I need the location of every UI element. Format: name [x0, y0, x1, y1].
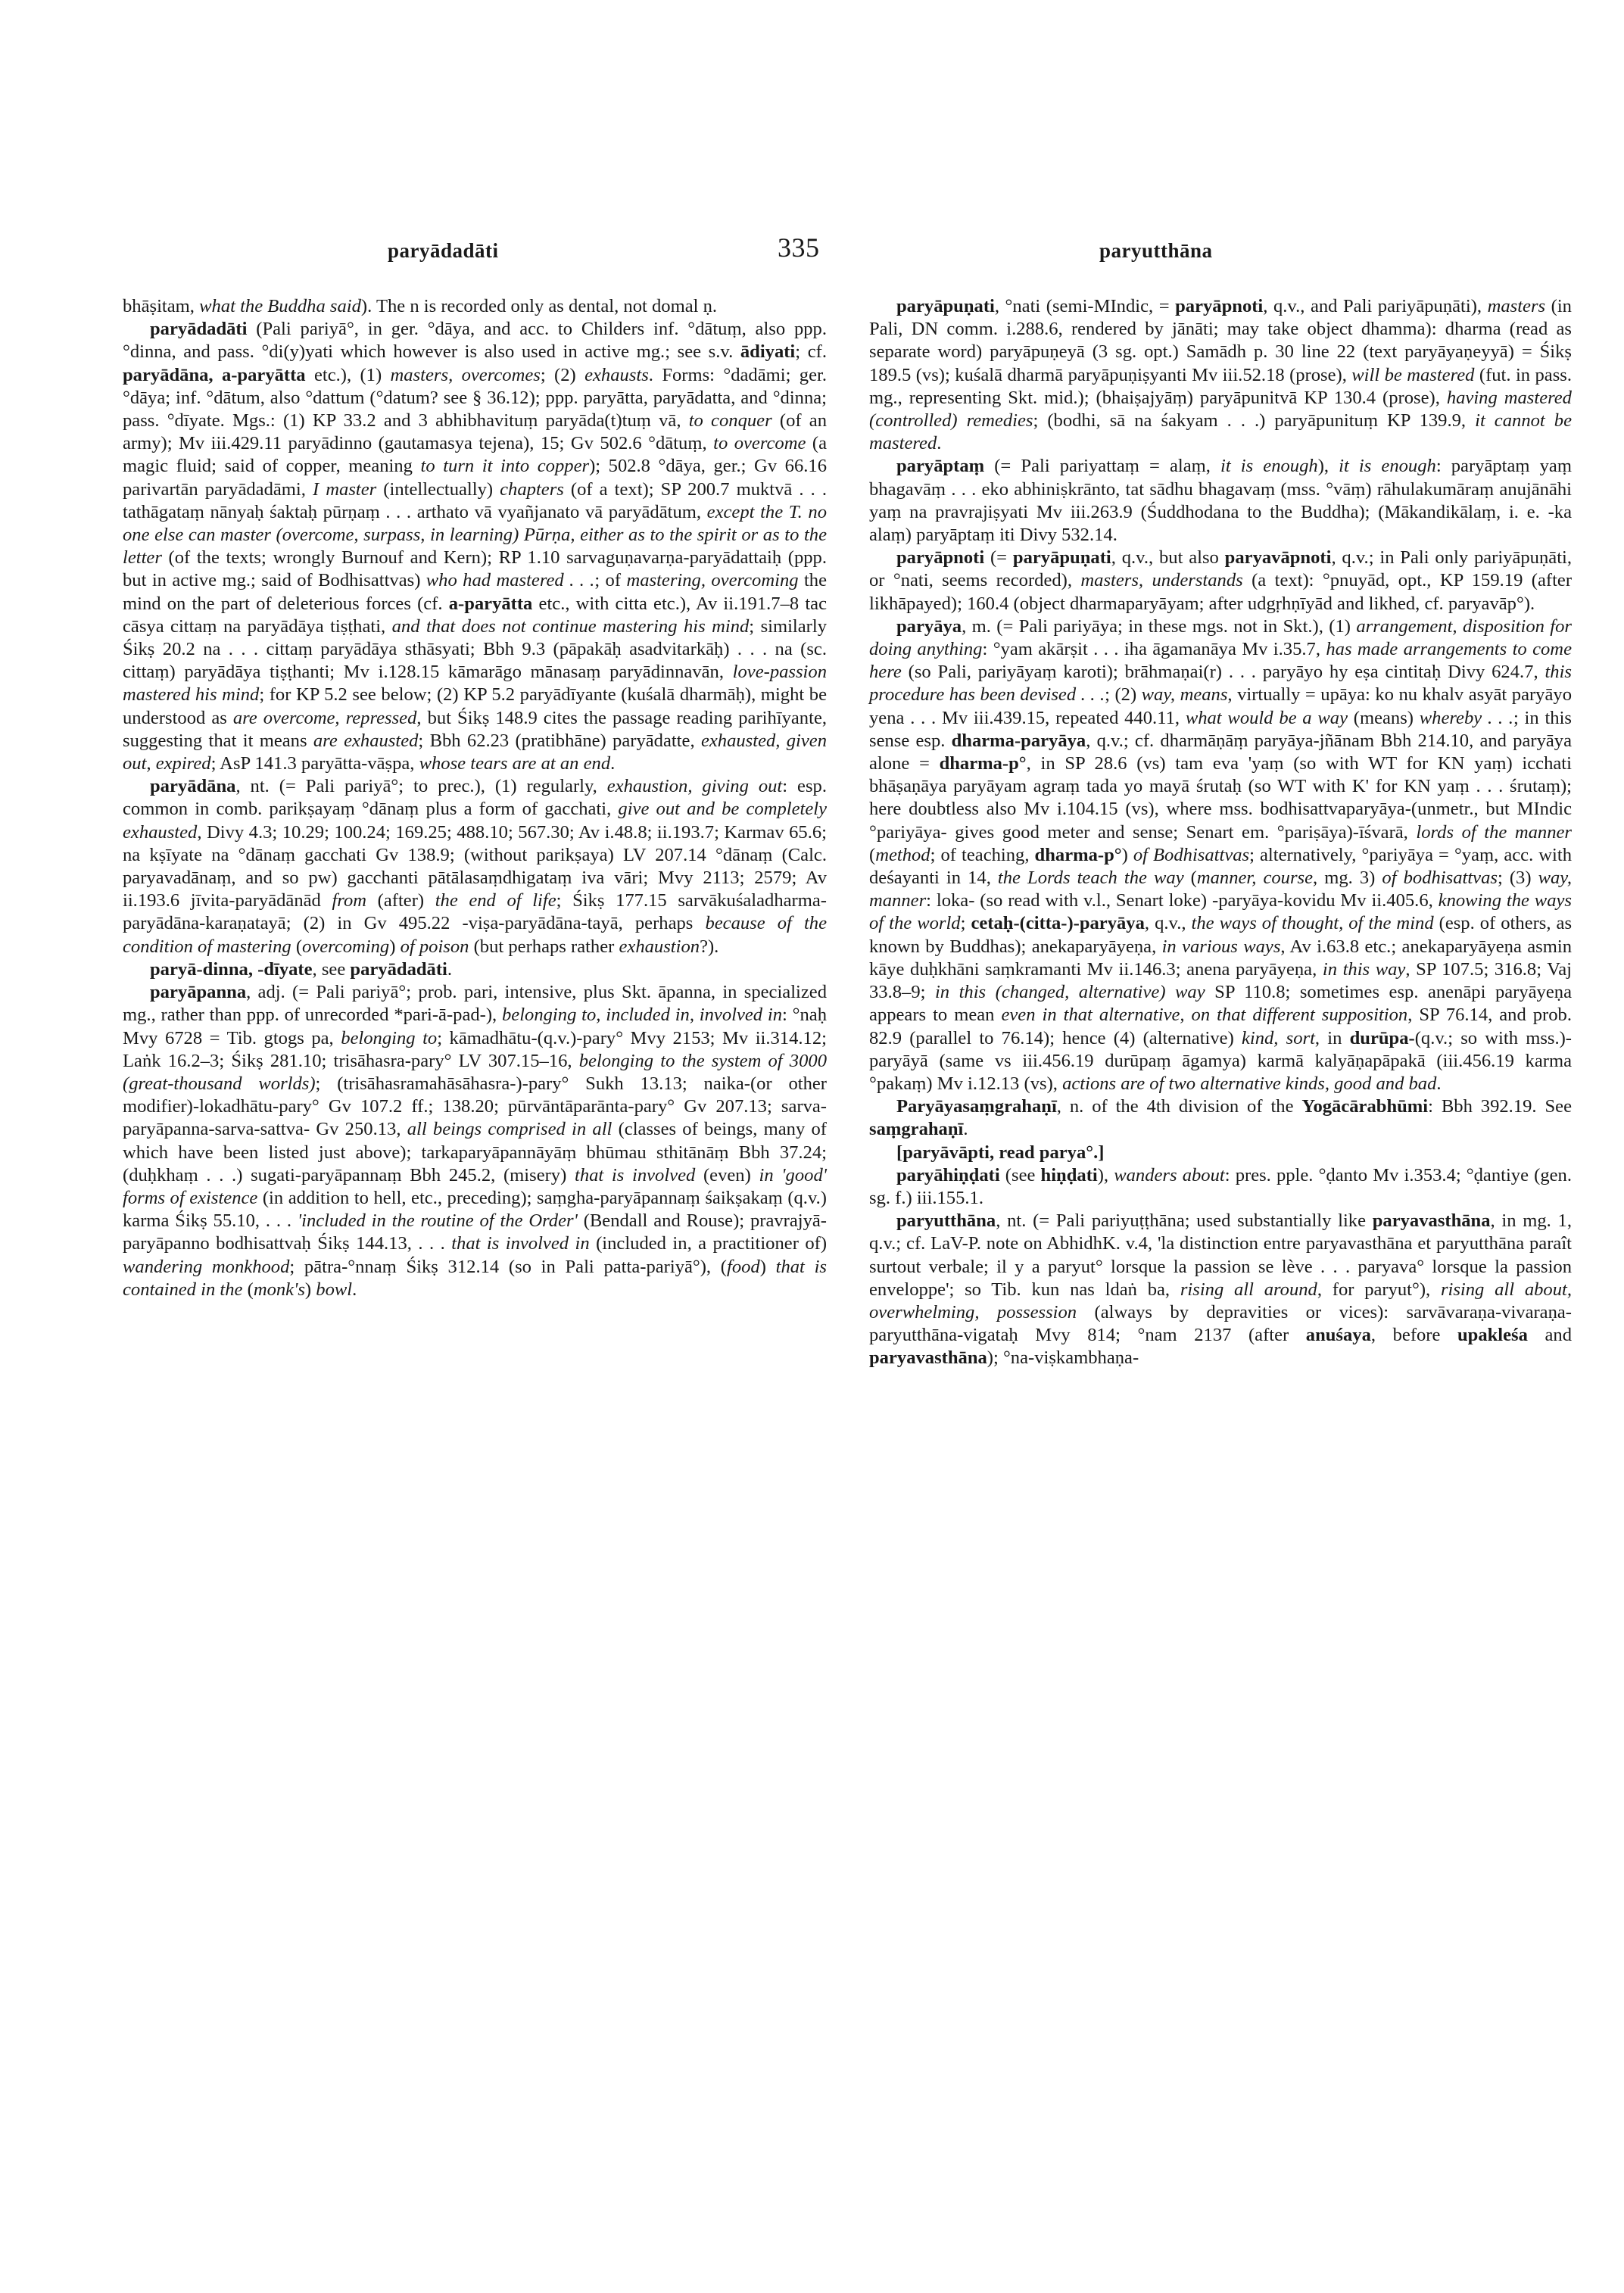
entry-text: ; (2)	[540, 364, 585, 385]
entry-gloss: bowl	[316, 1279, 353, 1300]
entry-gloss: all beings comprised in all	[407, 1119, 613, 1140]
entry-gloss: are exhausted	[313, 730, 419, 751]
entry-text: : Bbh 392.19. See	[1428, 1096, 1572, 1117]
entry-headword: cetaḥ-(citta-)-paryāya	[971, 913, 1145, 934]
dictionary-entry	[869, 547, 1572, 615]
entry-text: , q.v., but also	[1111, 547, 1225, 569]
entry-gloss: love-passion mastered his mind	[123, 662, 827, 706]
entry-gloss: having mastered (controlled) remedies	[869, 387, 1572, 431]
dictionary-entry	[869, 1210, 1572, 1369]
entry-gloss: way, means	[1141, 684, 1228, 706]
entry-text: .	[937, 433, 942, 454]
entry-text: , q.v., and Pali pariyāpuṇāti),	[1263, 296, 1488, 316]
entry-text: , see	[312, 958, 351, 980]
dictionary-entry	[123, 981, 827, 1301]
entry-text: ; Śikṣ 177.15 sarvākuśaladharma-paryādāna-karaṇatayā; (2) in Gv 495.22 -viṣa-paryādāna-tayā, perhaps	[123, 890, 827, 934]
entry-gloss: that is involved	[574, 1164, 696, 1185]
entry-text: the mind on the part of deleterious forces (cf.	[123, 570, 827, 614]
entry-text: (Bendall and Rouse); pravrajyā-paryāpanno bodhisattvaḥ Śikṣ 144.13, . . .	[123, 1210, 828, 1254]
entry-gloss: it is enough	[1339, 456, 1436, 477]
entry-text: (classes of beings, many of which have been listed just above); tarkaparyāpannāyāṃ bhūmau sthitānāṃ Bbh 37.24; (duḥkhaṃ . . .) sugati-paryāpannaṃ Bbh 245.2, (misery)	[123, 1119, 827, 1185]
entry-text: (but perhaps rather	[469, 936, 619, 957]
entry-text: (in addition to hell, etc., preceding); saṃgha-paryāpannaṃ śaikṣakaṃ (q.v.) karma Śikṣ 55.10, . . .	[123, 1187, 827, 1232]
entry-text: .	[1436, 1073, 1442, 1094]
entry-headword: dharma-p°	[1034, 844, 1122, 865]
entry-text: : pres. pple. °ḍanto Mv i.353.4; °ḍantiye (gen. sg. f.) iii.155.1.	[869, 1164, 1572, 1208]
entry-text: : loka- (so read with v.l., Senart loke) -paryāya-kovidu Mv ii.405.6,	[926, 890, 1439, 911]
entry-text: , SP 107.5; 316.8; Vaj 33.8–9;	[869, 958, 1573, 1003]
entry-headword: paryādadāti	[150, 319, 248, 340]
entry-gloss: kind, sort	[1241, 1027, 1315, 1048]
entry-gloss: method	[875, 844, 930, 865]
entry-headword: paryāpanna	[150, 982, 247, 1003]
entry-text: (of the texts; wrongly Burnouf and Kern); RP 1.10 sarvaguṇavarṇa-paryādattaiḥ (ppp. but in active mg.; said of Bodhisattvas)	[123, 547, 827, 591]
entry-headword: Yogācārabhūmi	[1301, 1096, 1429, 1117]
entry-text: (of an army); Mv iii.429.11 paryādinno (gautamasya tejena), 15; Gv 502.6 °dātuṃ,	[123, 410, 827, 454]
entry-headword: dharma-paryāya	[951, 730, 1086, 751]
entry-text: ); 502.8 °dāya, ger.; Gv 66.16 parivartān paryādadāmi,	[123, 456, 827, 500]
entry-gloss: it cannot be mastered	[869, 410, 1572, 454]
entry-gloss: 'included in the routine of the Order'	[297, 1210, 578, 1232]
entry-headword: saṃgrahaṇī	[869, 1119, 964, 1140]
entry-text: SP 110.8; sometimes esp. anenāpi paryāyeṇa appears to mean	[869, 982, 1572, 1026]
entry-text: ; for KP 5.2 see below; (2) KP 5.2 paryādīyante (kuśalā dharmāḥ), might be understood as	[123, 684, 827, 728]
entry-gloss: exhaustion, giving out	[606, 776, 783, 797]
entry-text: )	[304, 1279, 316, 1300]
entry-text: ; cf.	[795, 341, 827, 363]
entry-text: ; (3)	[1497, 868, 1538, 889]
entry-text: ; similarly Śikṣ 20.2 na . . . cittaṃ paryādāya sthāsyati; Bbh 9.3 (pāpakāḥ asadvitarkāḥ) . . . na (sc. cittaṃ) paryādāya tiṣṭhanti; Mv i.128.15 kāmarāgo mānasaṃ paryādinnavān,	[123, 615, 828, 683]
entry-text: (	[242, 1279, 254, 1300]
entry-text: , q.v.; cf. dharmāṇāṃ paryāya-jñānam Bbh 214.10, and paryāya alone =	[869, 730, 1572, 774]
entry-text: , in mg. 1, q.v.; cf. LaV-P. note on AbhidhK. v.4, 'la distinction entre paryavasthāna et paryutthāna paraît surtout verbale; il y a paryut° lorsque la passion se lève . . . paryava° lorsque la passion enveloppe'; so Tib. kun nas ldaṅ ba,	[869, 1210, 1572, 1300]
entry-headword: paryāpuṇati	[896, 296, 995, 316]
entry-text: (=	[984, 547, 1013, 569]
entry-gloss: exhausts	[584, 364, 649, 385]
entry-text: , Av i.63.8 etc.; anekaparyāyeṇa asmin kāye duḥkhāni saṃkramanti Mv ii.146.3; anena paryāyeṇa,	[869, 936, 1572, 980]
entry-gloss: that is involved in	[451, 1233, 590, 1254]
entry-gloss: from	[332, 890, 367, 911]
entry-headword: paryādāna, a-paryātta	[123, 364, 306, 385]
entry-gloss: in this way	[1322, 958, 1406, 980]
entry-text: , nt. (= Pali pariyā°; to prec.), (1) regularly,	[235, 776, 607, 797]
entry-gloss: overcoming	[302, 936, 390, 957]
entry-gloss: masters	[1487, 296, 1546, 316]
entry-headword: durūpa-	[1349, 1027, 1415, 1048]
entry-headword: ādiyati	[740, 341, 796, 363]
entry-text: ; (2)	[1105, 684, 1142, 706]
entry-text: .	[610, 753, 616, 774]
entry-gloss: to turn it into copper	[420, 456, 590, 477]
entry-gloss: of poison	[400, 936, 469, 957]
entry-gloss: monk's	[253, 1279, 305, 1300]
entry-text: ; of teaching,	[930, 844, 1035, 865]
entry-text: (fut. in pass. mg., representing Skt. mid.); (bhaiṣajyāṃ) paryāpunitvā KP 130.4 (prose),	[869, 364, 1572, 408]
entry-gloss: belonging to the system of 3000 (great-thousand worlds)	[123, 1050, 827, 1094]
entry-text: ; Bbh 62.23 (pratibhāne) paryādatte,	[418, 730, 701, 751]
entry-headword: upakleśa	[1457, 1325, 1528, 1346]
entry-text: , virtually = upāya: ko nu khalv asyāt paryāyo yena . . . Mv iii.439.15, repeated 440.11,	[869, 684, 1572, 728]
dictionary-entry	[869, 1164, 1572, 1210]
entry-text: , Divy 4.3; 10.29; 100.24; 169.25; 488.10; 567.30; Av i.48.8; ii.193.7; Karmav 65.6; na kṣīyate na °dānaṃ gacchati Gv 138.9; (without parikṣaya) LV 207.14 °dānaṃ (Calc. paryavadānaṃ, and so pw) gacchanti pātālasaṃdhigataṃ iva vāri; Mvy 2113; 2579; Av ii.193.6 jīvita-paryādānād	[123, 821, 827, 911]
entry-headword: dharma-p°	[939, 753, 1027, 774]
entry-gloss: rising all around	[1180, 1279, 1317, 1300]
entry-text: (esp. of others, as known by Buddhas); anekaparyāyeṇa,	[869, 913, 1573, 957]
entry-headword: paryādāna	[150, 776, 236, 797]
entry-text: , mg. 3)	[1313, 868, 1382, 889]
entry-text: , m. (= Pali pariyāya; in these mgs. not in Skt.), (1)	[962, 615, 1357, 637]
entry-text: (intellectually)	[376, 478, 500, 500]
entry-gloss: whose tears are at an end	[419, 753, 611, 774]
entry-gloss: way, manner	[869, 868, 1572, 911]
entry-text: , °nati (semi-MIndic, =	[994, 296, 1176, 316]
entry-gloss: exhausted, given out, expired	[123, 730, 828, 774]
entry-headword: [paryāvāpti, read parya°.]	[896, 1142, 1105, 1163]
entry-text: ); °na-viṣkambhaṇa-	[987, 1347, 1139, 1369]
entry-gloss: to conquer	[688, 410, 772, 431]
entry-headword: paryāya	[896, 615, 962, 637]
entry-headword: paryavasthāna	[1372, 1210, 1491, 1232]
entry-gloss: arrangement, disposition for doing anything	[869, 615, 1573, 660]
entry-text: ; of	[594, 570, 627, 591]
entry-headword: paryavasthāna	[869, 1347, 987, 1369]
entry-text: ),	[1317, 456, 1339, 477]
entry-text: (means)	[1348, 707, 1420, 728]
entry-gloss: the end of life	[435, 890, 556, 911]
entry-gloss: food	[726, 1256, 760, 1277]
entry-text: , before	[1370, 1325, 1457, 1346]
entry-text: .	[963, 1119, 968, 1140]
entry-text: , in SP 28.6 (vs) tam eva 'yaṃ (so with WT for KN yaṃ) icchati bhāṣaṇāya paryāyam agraṃ tada yo mayā śrutaḥ (so WT with K' for KN yaṃ . . . śrutaṃ); here doubtless also Mv i.104.15 (vs), where mss. bodhisattvaparyāya-(unmetr., but MIndic °pariyāya- gives good meter and sense; Senart em. °pariṣāya)-īśvarā,	[869, 753, 1572, 843]
entry-gloss: knowing the ways of the world	[869, 890, 1572, 934]
entry-gloss: will be mastered	[1351, 364, 1475, 385]
entry-text: : °naḥ Mvy 6728 = Tib. gtogs pa,	[123, 1005, 828, 1048]
entry-text: )	[389, 936, 401, 957]
entry-text: )	[759, 1256, 776, 1277]
entry-gloss: masters, overcomes	[390, 364, 541, 385]
entry-gloss: mastering, overcoming	[626, 570, 799, 591]
entry-text: ),	[1097, 1164, 1114, 1185]
entry-headword: paryāhiṇḍati	[896, 1164, 1000, 1185]
entry-text: : esp. common in comb. parikṣayaṃ °dānaṃ plus a form of gacchati,	[123, 776, 827, 820]
dictionary-entry	[123, 295, 827, 318]
right-column	[869, 295, 1572, 1370]
entry-headword: Paryāyasaṃgrahaṇī	[896, 1096, 1057, 1117]
entry-gloss: what would be a way	[1185, 707, 1348, 728]
entry-text: ; in this sense esp.	[869, 707, 1572, 751]
dictionary-entry	[123, 958, 827, 981]
entry-text: , q.v.; in Pali only pariyāpuṇāti, or °nati, seems recorded),	[869, 547, 1573, 591]
entry-text: (included in, a practitioner of)	[589, 1233, 828, 1254]
entry-text: , q.v.,	[1144, 913, 1192, 934]
entry-text: (a magic fluid; said of copper, meaning	[123, 433, 827, 477]
dictionary-entry	[123, 318, 827, 775]
entry-gloss: manner, course	[1196, 868, 1314, 889]
entry-text: (	[869, 844, 876, 865]
entry-text: ;	[960, 913, 971, 934]
entry-gloss: has made arrangements to come here	[869, 639, 1572, 683]
entry-gloss: of bodhisattvas	[1382, 868, 1498, 889]
dictionary-entry	[869, 1142, 1572, 1164]
dictionary-entry	[869, 295, 1572, 455]
entry-gloss: belonging to, included in, involved in	[502, 1005, 783, 1026]
entry-text: ; AsP 141.3 paryātta-vāṣpa,	[210, 753, 419, 774]
entry-text: , nt. (= Pali pariyuṭṭhāna; used substantially like	[996, 1210, 1373, 1232]
entry-gloss: who had mastered . . .	[425, 570, 595, 591]
entry-gloss: to overcome	[713, 433, 806, 454]
entry-headword: paryā-dinna, -dīyate	[150, 958, 313, 980]
entry-text: ?).	[700, 936, 719, 957]
entry-gloss: actions are of two alternative kinds, good and bad	[1062, 1073, 1437, 1094]
entry-text: : paryāptaṃ yaṃ bhagavāṃ . . . eko abhiniṣkrānto, tat sādhu bhagavaṃ (mss. °vāṃ) rāhulakumāraṃ anujānāhi yaṃ na pravrajiṣyati Mv iii.263.9 (Śuddhodana to the Buddha); (Mākandikālaṃ, i. e. -ka alaṃ) paryāptaṃ iti Divy 532.14.	[869, 456, 1572, 546]
running-head-left: paryādadāti	[388, 239, 499, 262]
entry-text: ; (trisāhasramahāsāhasra-)-pary° Sukh 13.13; naika-(or other modifier)-lokadhātu-pary° Gv 107.2 ff.; 138.20; pūrvāntāparānta-pary° Gv 207.13; sarva-paryāpanna-sarva-sattva- Gv 250.13,	[123, 1073, 827, 1140]
entry-gloss: because of the condition of mastering	[123, 913, 827, 957]
entry-headword: anuśaya	[1305, 1325, 1371, 1346]
entry-gloss: even in that alternative, on that different supposition	[1001, 1005, 1408, 1026]
entry-text: ; alternatively, °pariyāya = °yaṃ, acc. with deśayanti in 14,	[869, 844, 1573, 889]
entry-gloss: masters, understands	[1080, 570, 1243, 591]
entry-text: , for paryut°),	[1317, 1279, 1441, 1300]
entry-headword: hiṇḍati	[1040, 1164, 1098, 1185]
running-head-right: paryutthāna	[1099, 239, 1213, 262]
entry-text: (even)	[695, 1164, 759, 1185]
entry-gloss: what the Buddha said	[199, 296, 361, 316]
entry-text: )	[1121, 844, 1133, 865]
entry-text: (	[1183, 868, 1197, 889]
entry-text: , n. of the 4th division of the	[1056, 1096, 1302, 1117]
entry-text: and	[1527, 1325, 1572, 1346]
entry-text: (in Pali, DN comm. i.288.6, rendered by jānāti; may take object dhamma): dharma (read as separate word) paryāpuṇeyā (3 sg. opt.) Samādh p. 30 line 22 (text paryāyaṇeyyā) = Śikṣ 189.5 (vs); kuśalā dharmā paryāpuṇiṣyanti Mv iii.52.18 (prose),	[869, 296, 1572, 385]
entry-gloss: exhaustion	[619, 936, 700, 957]
entry-text: .	[447, 958, 453, 980]
entry-gloss: of Bodhisattvas	[1133, 844, 1250, 865]
entry-text: , but Śikṣ 148.9 cites the passage reading parihīyante, suggesting that it means	[123, 707, 828, 751]
entry-gloss: in this (changed, alternative) way	[934, 982, 1205, 1003]
dictionary-entry	[869, 615, 1572, 1095]
entry-gloss: chapters	[500, 478, 564, 500]
entry-text: etc.), (1)	[305, 364, 391, 385]
entry-text: : °yam akārṣit . . . iha āgamanāya Mv i.35.7,	[982, 639, 1326, 660]
entry-headword: paryāpnoti	[1175, 296, 1264, 316]
entry-text: (Pali pariyā°, in ger. °dāya, and acc. to Childers inf. °dātuṃ, also ppp. °dinna, and pass. °di(y)yati which however is also used in active mg.; see s.v.	[123, 319, 827, 363]
entry-gloss: rising all about, overwhelming, possession	[869, 1279, 1572, 1323]
entry-gloss: in various ways	[1161, 936, 1281, 957]
entry-gloss: and that does not continue mastering his mind	[391, 615, 750, 637]
entry-gloss: whereby . . .	[1419, 707, 1513, 728]
entry-gloss: wandering monkhood	[123, 1256, 290, 1277]
entry-text: ; kāmadhātu-(q.v.)-pary° Mvy 2153; Mv ii.314.12; Laṅk 16.2–3; Śikṣ 281.10; trisāhasra-pary° LV 307.15–16,	[123, 1027, 827, 1071]
entry-headword: paryādadāti	[350, 958, 447, 980]
entry-text: (q.v.; so with mss.)-paryāyā (same vs iii.456.19 durūpaṃ āgamya) karmā kalyāṇapāpakā (iii.456.19 karma °pakaṃ) Mv i.12.13 (vs),	[869, 1027, 1572, 1094]
entry-text: (so Pali, pariyāyaṃ karoti); brāhmaṇai(r) . . . paryāyo hy eṣa cintitaḥ Divy 624.7,	[901, 662, 1545, 683]
entry-gloss: this procedure has been devised . . .	[869, 662, 1572, 706]
left-column	[123, 295, 827, 1301]
entry-headword: paryutthāna	[896, 1210, 996, 1232]
entry-headword: paryāptaṃ	[896, 456, 985, 477]
entry-gloss: are overcome, repressed	[232, 707, 417, 728]
entry-gloss: it is enough	[1220, 456, 1318, 477]
entry-gloss: in 'good' forms of existence	[123, 1164, 827, 1208]
page-number: 335	[778, 232, 820, 263]
entry-gloss: the Lords teach the way	[997, 868, 1184, 889]
entry-text: (always by depravities or vices): sarvāvaraṇa-vivaraṇa-paryutthāna-vigataḥ Mvy 814; °nam 2137 (after	[869, 1301, 1572, 1346]
entry-text: bhāṣitam,	[123, 296, 200, 316]
entry-gloss: belonging to	[341, 1027, 438, 1048]
entry-text: .	[352, 1279, 357, 1300]
entry-text: . Forms: °dadāmi; ger. °dāya; inf. °dātum, also °dattum (°datum? see § 36.12); ppp. paryātta, paryādatta, and °dinna; pass. °dīyate. Mgs.: (1) KP 33.2 and 3 abhibhavituṃ paryāda(t)tuṃ vā,	[123, 364, 827, 431]
entry-gloss: wanders about	[1114, 1164, 1225, 1185]
entry-text: etc., with citta etc.), Av ii.191.7–8 tac cāsya cittaṃ na paryādāya tiṣṭhati,	[123, 593, 827, 637]
entry-text: ; (bodhi, sā na śakyam . . .) paryāpunituṃ KP 139.9,	[1033, 410, 1476, 431]
entry-text: (	[291, 936, 303, 957]
entry-text: (see	[999, 1164, 1041, 1185]
entry-text: (of a text); SP 200.7 muktvā . . . tathāgataṃ nānyaḥ śaktaḥ pūrṇaṃ . . . arthato vā vyañjanato vā paryādātum,	[123, 478, 828, 522]
entry-gloss: except the T. no one else can master (overcome, surpass, in learning) Pūrṇa, either as to the spirit or as to the letter	[123, 501, 827, 569]
dictionary-entry	[869, 1095, 1572, 1141]
entry-text: , in	[1314, 1027, 1350, 1048]
entry-text: ). The n is recorded only as dental, not domal ṇ.	[360, 296, 718, 316]
entry-gloss: lords of the manner	[1416, 821, 1572, 843]
dictionary-entry	[869, 455, 1572, 547]
entry-gloss: give out and be completely exhausted	[123, 799, 827, 843]
entry-text: (after)	[366, 890, 435, 911]
entry-text: , adj. (= Pali pariyā°; prob. pari, intensive, plus Skt. āpanna, in specialized mg., rather than ppp. of unrecorded *pari-ā-pad-),	[123, 982, 827, 1026]
entry-text: ; pātra-°nnaṃ Śikṣ 312.14 (so in Pali patta-pariyā°), (	[289, 1256, 727, 1277]
entry-gloss: that is contained in the	[123, 1256, 827, 1300]
entry-text: (a text): °pnuyād, opt., KP 159.19 (after likhāpayed); 160.4 (object dharmaparyāyam; after udgṛhṇīyād and likhed, cf. paryavāp°).	[869, 570, 1573, 614]
entry-gloss: I master	[313, 478, 377, 500]
entry-text: , SP 76.14, and prob. 82.9 (parallel to 76.14); hence (4) (alternative)	[869, 1005, 1572, 1048]
entry-text: (= Pali pariyattaṃ = alaṃ,	[984, 456, 1221, 477]
entry-headword: paryāpuṇati	[1012, 547, 1111, 569]
entry-headword: a-paryātta	[448, 593, 533, 614]
entry-headword: paryavāpnoti	[1224, 547, 1332, 569]
entry-gloss: the ways of thought, of the mind	[1191, 913, 1434, 934]
entry-headword: paryāpnoti	[896, 547, 985, 569]
dictionary-entry	[123, 775, 827, 958]
